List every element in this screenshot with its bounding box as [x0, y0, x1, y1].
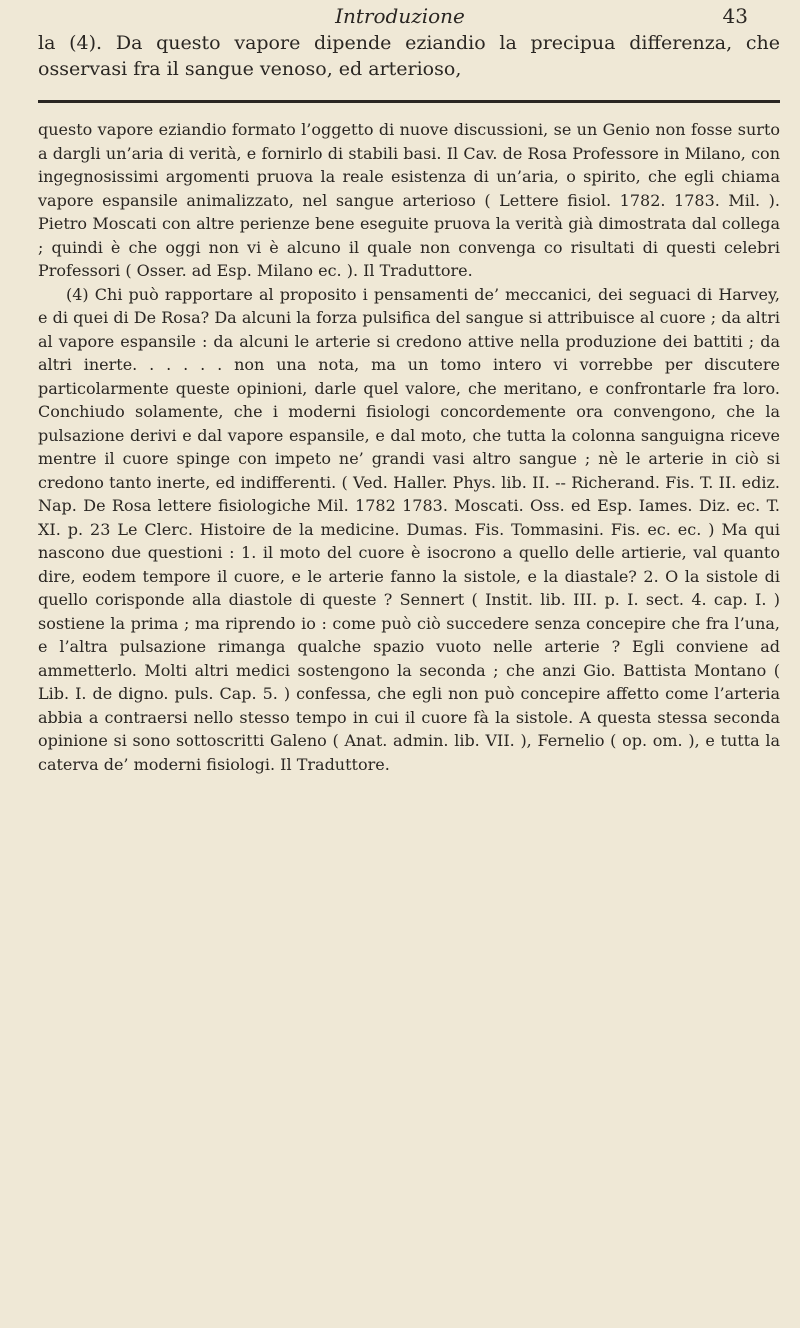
page-header [0, 4, 800, 30]
footnotes [38, 118, 780, 776]
footnote-4: (4) Chi può rapportare al proposito i pensamenti de’ meccanici, dei seguaci di Harvey, e di quei di De Rosa? Da alcuni la forza pulsifica del sangue si attribuisce al cuore ; da altri al vapore espansile : da alcuni le arterie si credono attive nella produzione dei battiti ; da altri inerte. . . . . . non una nota, ma un tomo intero vi vorrebbe per discutere particolarmente queste opinioni, darle quel valore, che meritano, e confrontarle fra loro. Conchiudo solamente, che i moderni fisiologi concordemente ora convengono, che la pulsazione derivi e dal vapore espansile, e dal moto, che tutta la colonna sanguigna riceve mentre il cuore spinge con impeto ne’ grandi vasi altro sangue ; nè le arterie in ciò si credono tanto inerte, ed indifferenti. ( Ved. Haller. Phys. lib. II. -- Richerand. Fis. T. II. ediz. Nap. De Rosa lettere fisiologiche Mil. 1782 1783. Moscati. Oss. ed Esp. Iames. Diz. ec. T. XI. p. 23 Le Clerc. Histoire de la medicine. Dumas. Fis. Tommasini. Fis. ec. ec. ) Ma qui nascono due questioni : 1. il moto del cuore è isocrono a quello delle artierie, val quanto dire, eodem tempore il cuore, e le arterie fanno la sistole, e la diastale? 2. O la sistole di quello corisponde alla diastole di queste ? Sennert ( Instit. lib. III. p. I. sect. 4. cap. I. ) sostiene la prima ; ma riprendo io : come può ciò succedere senza concepire che fra l’una, e l’altra pulsazione rimanga qualche spazio vuoto nelle arterie ? Egli conviene ad ammetterlo. Molti altri medici sostengono la seconda ; che anzi Gio. Battista Montano ( Lib. I. de digno. puls. Cap. 5. ) confessa, che egli non può concepire affetto come l’arteria abbia a contraersi nello stesso tempo in cui il cuore fà la sistole. A questa stessa seconda opinione si sono sottoscritti Galeno ( Anat. admin. lib. VII. ), Fernelio ( op. om. ), e tutta la caterva de’ moderni fisiologi. Il Traduttore. [38, 284, 780, 774]
body-text: la (4). Da questo vapore dipende eziandio la precipua differenza, che osservasi fra il sangue venoso, ed arterioso, [38, 32, 780, 80]
page-number: 43 [722, 4, 748, 28]
running-title: Introduzione [335, 4, 465, 28]
footnote-continuation: questo vapore eziandio formato l’oggetto di nuove discussioni, se un Genio non fosse surto a dargli un’aria di verità, e fornirlo di stabili basi. Il Cav. de Rosa Professore in Milano, con ingegnosissimi argomenti pruova la reale esistenza di un’aria, o spirito, che egli chiama vapore espansile animalizzato, nel sangue arterioso ( Lettere fisiol. 1782. 1783. Mil. ). Pietro Moscati con altre perienze bene eseguite pruova la verità già dimostrata dal collega ; quindi è che oggi non vi è alcuno il quale non convenga co risultati di questi celebri Professori ( Osser. ad Esp. Milano ec. ). Il Traduttore. [38, 120, 780, 280]
footnote-divider [38, 100, 780, 103]
